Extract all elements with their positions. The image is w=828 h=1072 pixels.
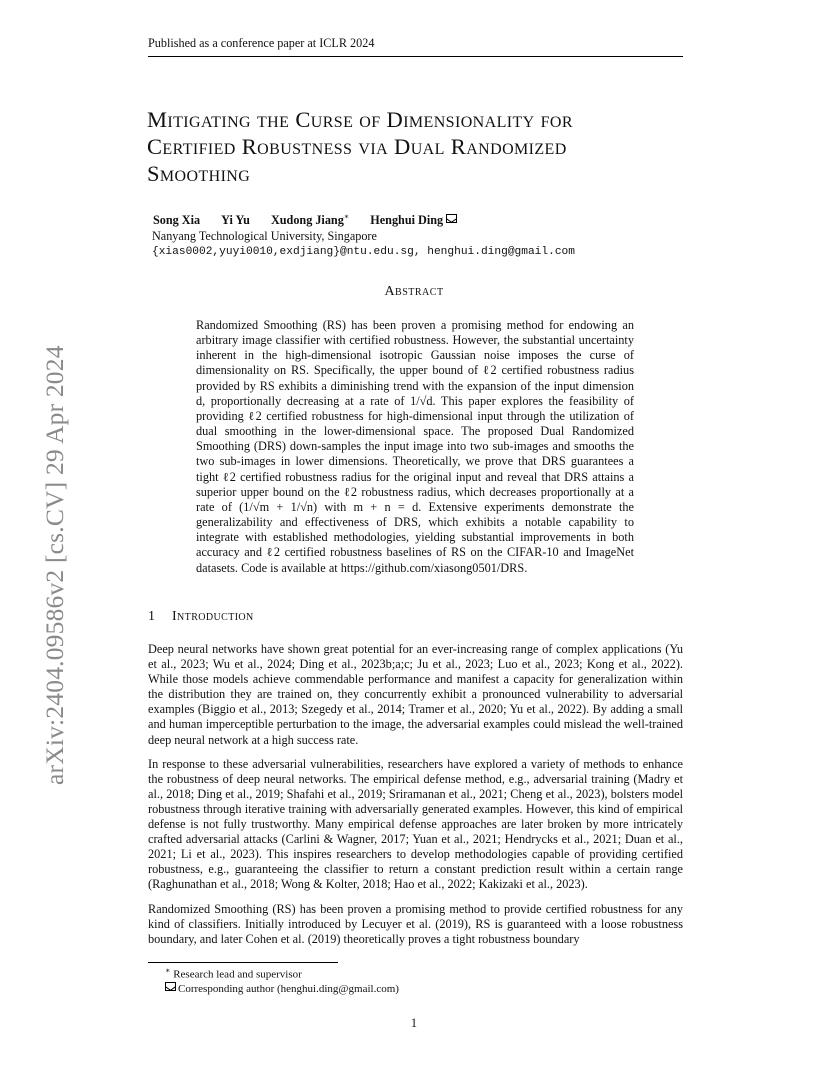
abstract-heading: Abstract: [384, 284, 444, 299]
envelope-icon: [165, 982, 176, 991]
author-name: Song Xia: [153, 213, 201, 228]
author-name: Xudong Jiang: [270, 213, 344, 228]
author-emails[interactable]: {xias0002,yuyi0010,exdjiang}@ntu.edu.sg, henghui.ding@gmail.com: [152, 246, 575, 259]
footnote: [165, 982, 399, 996]
footnotes: [165, 964, 399, 996]
footnote-text: Research lead and supervisor: [173, 968, 302, 981]
footnote-text: Corresponding author (henghui.ding@gmail.com): [178, 982, 399, 995]
author-name: Henghui Ding: [370, 213, 444, 228]
section-heading: [148, 609, 254, 625]
paper-title: [147, 106, 692, 187]
title-line-2: Certified Robustness via Dual Randomized: [147, 134, 567, 159]
page-number: 1: [410, 1016, 418, 1030]
footnote-rule: [148, 962, 338, 963]
envelope-icon: [446, 214, 457, 223]
affiliation: Nanyang Technological University, Singapore: [152, 229, 377, 244]
section-number: 1: [148, 609, 156, 624]
abstract-text: Randomized Smoothing (RS) has been proven a promising method for endowing an arbitrary image classifier with certified robustness. However, the substantial uncertainty inherent in the high-dimensional isotropic Gaussian noise imposes the curse of dimensionality on RS. Specifically, the upper bound of ℓ2 certified robustness radius provided by RS exhibits a diminishing trend with the expansion of the input dimension d, proportionally decreasing at a rate of 1/√d. This paper explores the feasibility of providing ℓ2 certified robustness for high-dimensional input through the utilization of dual smoothing in the lower-dimensional space. The proposed Dual Randomized Smoothing (DRS) down-samples the input image into two sub-images and smooths the two sub-images in lower dimensions. Theoretically, we prove that DRS guarantees a tight ℓ2 certified robustness radius for the original input and reveal that DRS attains a superior upper bound on the ℓ2 robustness radius, which decreases proportionally at a rate of (1/√m + 1/√n) with m + n = d. Extensive experiments demonstrate the generalizability and effectiveness of DRS, which exhibits a notable capability to integrate with established methodologies, yielding substantial improvements in both accuracy and ℓ2 certified robustness baselines of RS on the CIFAR-10 and ImageNet datasets. Code is available at https://github.com/xiasong0501/DRS.: [196, 318, 634, 575]
body-text: [148, 642, 683, 956]
title-line-3: Smoothing: [147, 161, 251, 186]
section-title: Introduction: [172, 609, 254, 624]
paragraph: Deep neural networks have shown great potential for an ever-increasing range of complex applications (Yu et al., 2023; Wu et al., 2024; Ding et al., 2023b;a;c; Ju et al., 2023; Luo et al., 2023; Kong et al., 2022). While those models achieve commendable performance and manifest a capacity for generalization within the distribution they are trained on, they concurrently exhibit a pronounced vulnerability to adversarial examples (Biggio et al., 2013; Szegedy et al., 2014; Tramer et al., 2020; Yu et al., 2022). By adding a small and human imperceptible perturbation to the image, the adversarial examples could mislead the well-trained deep neural network at a high success rate.: [148, 642, 683, 747]
lead-mark: ∗: [343, 212, 350, 221]
author-names: [153, 209, 575, 228]
running-header: Published as a conference paper at ICLR 2024: [148, 36, 683, 57]
title-line-1: Mitigating the Curse of Dimensionality for: [147, 107, 573, 132]
arxiv-identifier[interactable]: arXiv:2404.09586v2 [cs.CV] 29 Apr 2024: [40, 345, 69, 785]
paragraph: Randomized Smoothing (RS) has been proven a promising method to provide certified robustness for any kind of classifiers. Initially introduced by Lecuyer et al. (2019), RS is guaranteed with a loose robustness boundary, and later Cohen et al. (2019) theoretically proves a tight robustness boundary: [148, 901, 683, 946]
author-name: Yi Yu: [221, 213, 250, 228]
footnote-mark: ∗: [165, 966, 171, 975]
footnote: [165, 964, 399, 982]
author-block: [153, 209, 575, 260]
paragraph: In response to these adversarial vulnerabilities, researchers have explored a variety of methods to enhance the robustness of deep neural networks. The empirical defense method, e.g., adversarial training (Madry et al., 2018; Ding et al., 2019; Shafahi et al., 2019; Sriramanan et al., 2021; Cheng et al., 2023), bolsters model robustness through iterative training with adversarially generated examples. However, this kind of empirical defense is not fully trustworthy. Many empirical defense approaches are later broken by more intricately crafted adversarial attacks (Carlini & Wagner, 2017; Yuan et al., 2021; Hendrycks et al., 2021; Duan et al., 2021; Li et al., 2023). This inspires researchers to develop methodologies capable of providing certified robustness, e.g., guaranteeing the classifier to return a constant prediction result within a certain range (Raghunathan et al., 2018; Wong & Kolter, 2018; Hao et al., 2022; Kakizaki et al., 2023).: [148, 756, 683, 892]
